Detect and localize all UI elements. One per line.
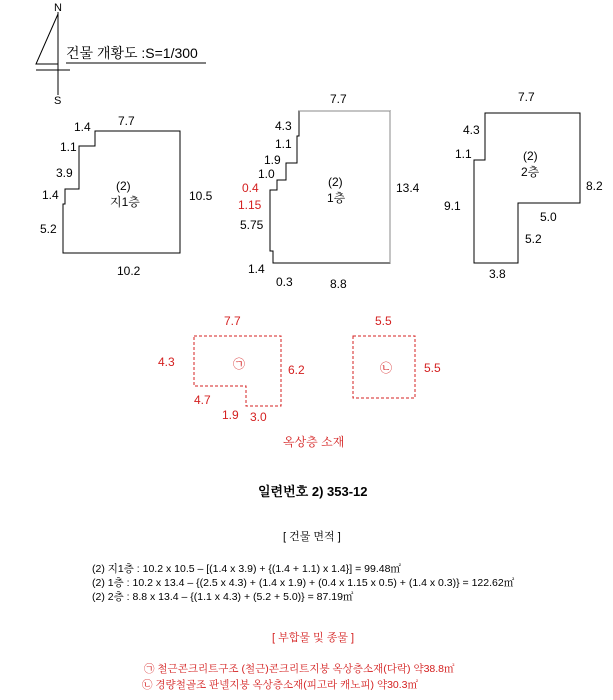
- serial-number-title: 일련번호 2) 353-12: [258, 484, 368, 499]
- roof1-step-dim: 4.7: [194, 393, 211, 407]
- north-arrow: [36, 2, 70, 107]
- f2-inner-v-dim: 5.2: [525, 232, 542, 246]
- roof2-top-dim: 5.5: [375, 314, 392, 328]
- roof1-top-dim: 7.7: [224, 314, 241, 328]
- f2-s1-dim: 4.3: [463, 123, 480, 137]
- roof1-bottom-left-dim: 1.9: [222, 408, 239, 422]
- b1-step-top-dim: 1.4: [74, 120, 91, 134]
- attachments-section-title: [ 부합물 및 종물 ]: [272, 632, 355, 644]
- f1-s6-dim: 1.15: [238, 198, 262, 212]
- roof1-bottom-right-dim: 3.0: [250, 410, 267, 424]
- roof1-mark: ㉠: [233, 357, 246, 371]
- rooftop-structure-1: [158, 314, 305, 424]
- north-label: N: [54, 2, 62, 14]
- f1-top-dim: 7.7: [330, 92, 347, 106]
- drawing-caption: 건물 개황도 :S=1/300: [66, 45, 198, 61]
- rooftop-structure-2: [353, 314, 441, 398]
- f1-s1-dim: 4.3: [275, 119, 292, 133]
- f1-s2-dim: 1.1: [275, 137, 292, 151]
- b1-right-dim: 10.5: [189, 189, 213, 203]
- f1-label-floor: 1층: [327, 191, 346, 205]
- south-label: S: [54, 95, 62, 107]
- roof-caption: 옥상층 소재: [283, 435, 345, 449]
- f1-label-number: (2): [328, 175, 343, 189]
- b1-label-floor: 지1층: [110, 195, 140, 209]
- f1-bottom-mid-dim: 0.3: [276, 275, 293, 289]
- b1-label-number: (2): [116, 179, 131, 193]
- f1-bottom-left-dim: 1.4: [248, 262, 265, 276]
- b1-step-1-dim: 1.1: [60, 140, 77, 154]
- f2-right-dim: 8.2: [586, 179, 603, 193]
- b1-step-2-dim: 3.9: [56, 166, 73, 180]
- b1-step-3-dim: 1.4: [42, 188, 59, 202]
- roof2-right-dim: 5.5: [424, 361, 441, 375]
- f1-bottom-dim: 8.8: [330, 277, 347, 291]
- f1-s3-dim: 1.9: [264, 153, 281, 167]
- area-section-title: [ 건물 면적 ]: [283, 531, 341, 543]
- f1-s5-dim: 0.4: [242, 181, 259, 195]
- b1-top-dim: 7.7: [118, 114, 135, 128]
- f2-top-dim: 7.7: [518, 90, 535, 104]
- f2-label-floor: 2층: [521, 165, 540, 179]
- f1-s7-dim: 5.75: [240, 218, 264, 232]
- f1-right-dim: 13.4: [396, 181, 420, 195]
- b1-bottom-dim: 10.2: [117, 264, 141, 278]
- f2-inner-h-dim: 5.0: [540, 210, 557, 224]
- attachment-line-1: ㉠ 철근콘크리트구조 (철근)콘크리트지붕 옥상층소재(다락) 약38.8㎡: [144, 663, 455, 675]
- area-line-second-floor: (2) 2층 : 8.8 x 13.4 – {(1.1 x 4.3) + (5.2 + 5.0)} = 87.19㎡: [92, 591, 354, 603]
- roof1-left-dim: 4.3: [158, 355, 175, 369]
- first-floor-plan: [238, 92, 420, 291]
- area-line-first-floor: (2) 1층 : 10.2 x 13.4 – {(2.5 x 4.3) + (1.4 x 1.9) + (0.4 x 1.15 x 0.5) + (1.4 x 0.3)} = 122.62㎡: [92, 577, 515, 589]
- f2-label-number: (2): [523, 149, 538, 163]
- basement-floor-plan: [40, 114, 213, 278]
- f2-bottom-dim: 3.8: [489, 267, 506, 281]
- area-line-basement: (2) 지1층 : 10.2 x 10.5 – [(1.4 x 3.9) + {(1.4 + 1.1) x 1.4}] = 99.48㎡: [92, 563, 401, 575]
- roof2-mark: ㉡: [380, 361, 393, 375]
- roof1-right-dim: 6.2: [288, 363, 305, 377]
- f2-s2-dim: 1.1: [455, 147, 472, 161]
- f1-s4-dim: 1.0: [258, 167, 275, 181]
- attachment-line-2: ㉡ 경량철골조 판넬지붕 옥상층소재(피고라 캐노피) 약30.3㎡: [142, 679, 419, 691]
- second-floor-plan: [444, 90, 603, 281]
- b1-left-bottom-dim: 5.2: [40, 222, 57, 236]
- f2-left-dim: 9.1: [444, 199, 461, 213]
